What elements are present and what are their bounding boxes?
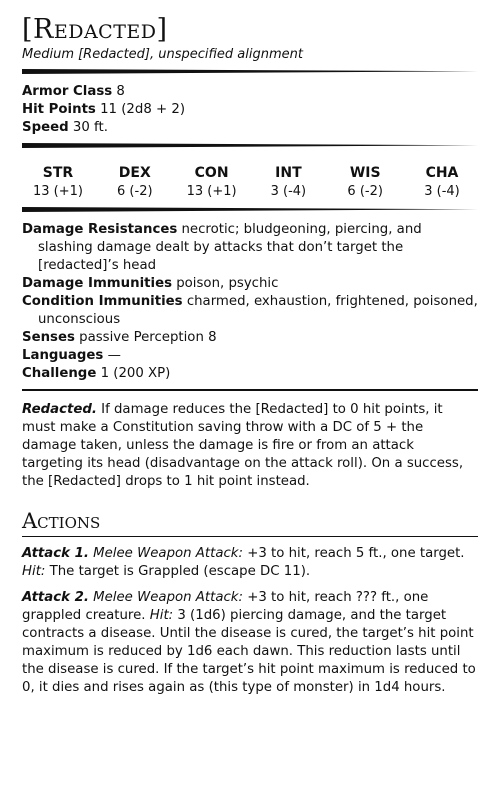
ability-con [182,164,242,201]
ability-name: INT [275,165,302,181]
challenge-line [22,365,478,383]
divider [22,389,478,391]
speed-label: Speed [22,120,69,135]
condition-immunities-label: Condition Immunities [22,294,183,309]
action-attack-1 [22,545,478,581]
special-trait [22,401,478,491]
ability-cha [412,164,472,201]
ability-str [28,164,88,201]
condition-immunities-value: charmed, exhaustion, frightened, poisoned, unconscious [38,294,478,327]
armor-class-line [22,83,478,101]
ability-value: 6 (-2) [117,184,153,199]
action-hit-text: The target is Grappled (escape DC 11). [49,564,311,579]
special-trait-text: If damage reduces the [Redacted] to 0 hit points, it must make a Constitution saving throw with a DC of 5 + the damage taken, unless the damage is fire or from an attack targeting its head (disadvantage on the attack roll). On a success, the [Redacted] drops to 1 hit point instead. [22,402,464,489]
special-trait-name: Redacted. [22,402,97,417]
action-hit-label: Hit: [149,608,174,623]
action-details: +3 to hit, reach 5 ft., one target. [247,546,465,561]
action-type: Melee Weapon Attack: [93,590,243,605]
languages-line [22,347,478,365]
action-details: +3 to hit, reach ??? ft., one grappled creature. [22,590,429,623]
ability-int [258,164,318,201]
damage-resistances-label: Damage Resistances [22,222,178,237]
action-attack-2 [22,589,478,697]
trait-list [22,221,478,383]
ability-scores [22,157,478,201]
creature-name: [Redacted] [22,14,168,45]
action-type: Melee Weapon Attack: [93,546,243,561]
hit-points-line [22,101,478,119]
ability-value: 13 (+1) [33,184,83,199]
ability-name: STR [42,165,74,181]
action-hit-text: 3 (1d6) piercing damage, and the target contracts a disease. Until the disease is cured, the target’s hit point maximum is reduced by 1d6 each dawn. This reduction lasts until the disease is cured. If the target’s hit point maximum is reduced to 0, it dies and rises again as (this type of monster) in 1d4 hours. [22,608,476,695]
ability-name: WIS [349,165,381,181]
armor-class-label: Armor Class [22,84,113,99]
damage-immunities-label: Damage Immunities [22,276,172,291]
ability-dex [105,164,165,201]
senses-value: passive Perception 8 [79,330,217,345]
damage-immunities-value: poison, psychic [176,276,279,291]
languages-label: Languages [22,348,104,363]
actions-heading: Actions [22,509,101,533]
ability-name: DEX [118,165,151,181]
divider [22,69,478,74]
challenge-value: 1 (200 XP) [100,366,171,381]
ability-value: 6 (-2) [347,184,383,199]
ability-wis [335,164,395,201]
divider [22,143,478,148]
ability-name: CHA [425,165,459,181]
hit-points-label: Hit Points [22,102,96,117]
damage-resistances-value: necrotic; bludgeoning, piercing, and slashing damage dealt by attacks that don’t target the [redacted]’s head [38,222,422,273]
ability-value: 3 (-4) [424,184,460,199]
ability-value: 13 (+1) [186,184,237,199]
divider [22,207,478,212]
challenge-label: Challenge [22,366,97,381]
creature-subtitle: Medium [Redacted], unspecified alignment [22,47,303,62]
action-name: Attack 1. [22,546,89,561]
damage-resistances-line [22,221,478,275]
action-hit-label: Hit: [22,564,46,579]
stat-block [22,0,478,697]
senses-label: Senses [22,330,75,345]
senses-line [22,329,478,347]
divider [22,536,478,537]
speed-value: 30 ft. [72,120,108,135]
languages-value: — [107,348,121,363]
ability-name: CON [194,165,229,181]
basic-stats [22,83,478,137]
condition-immunities-line [22,293,478,329]
ability-value: 3 (-4) [270,184,307,199]
speed-line [22,119,478,137]
action-name: Attack 2. [22,590,89,605]
hit-points-value: 11 (2d8 + 2) [100,102,186,117]
damage-immunities-line [22,275,478,293]
armor-class-value: 8 [116,84,125,99]
